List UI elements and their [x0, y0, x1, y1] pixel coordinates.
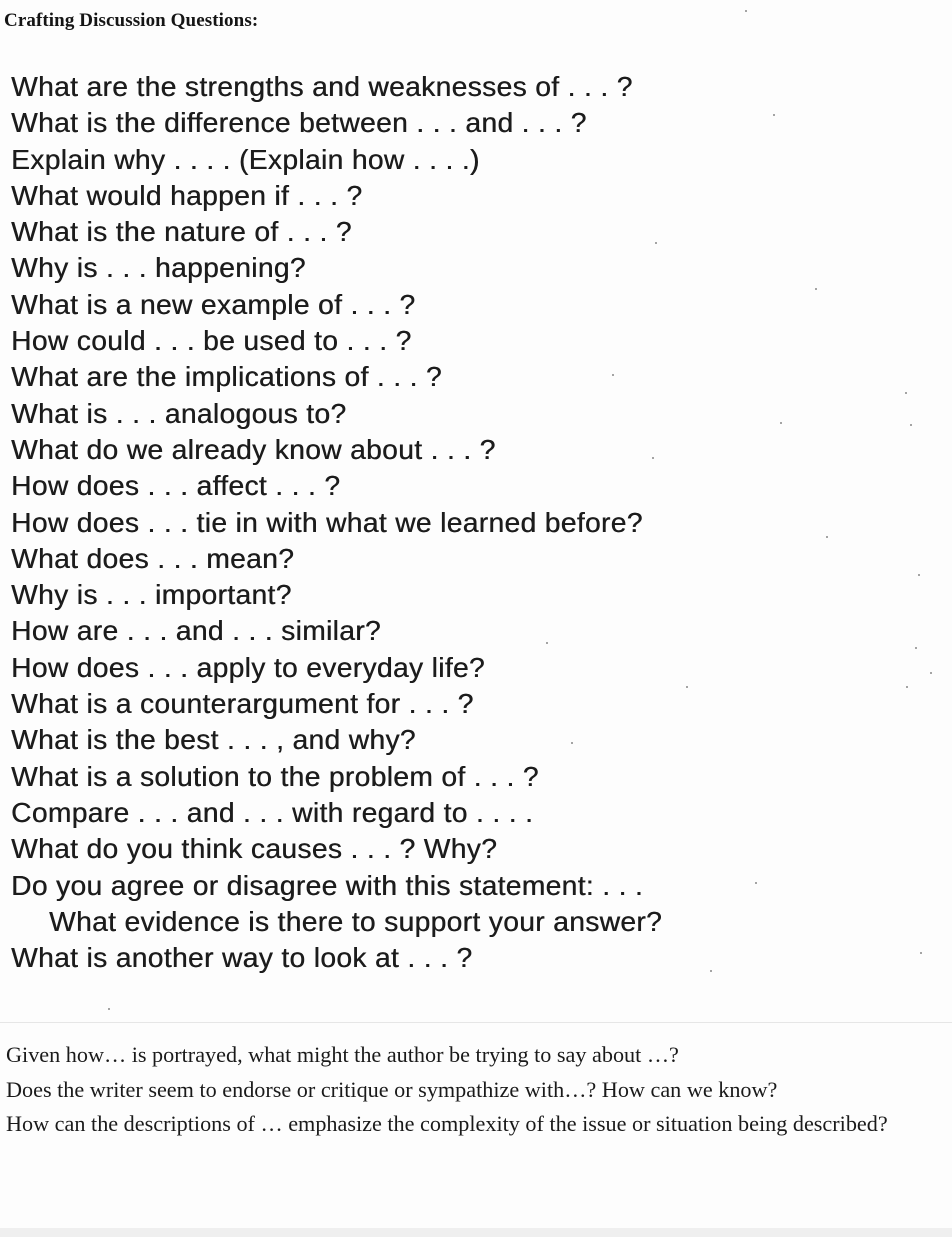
scan-speck — [612, 374, 614, 376]
question-item: What is . . . analogous to? — [11, 396, 347, 429]
question-item: How does . . . apply to everyday life? — [11, 650, 485, 683]
scan-speck — [918, 574, 920, 576]
scan-speck — [710, 970, 712, 972]
question-item-indented: What evidence is there to support your answer? — [49, 904, 663, 937]
question-item: What do you think causes . . . ? Why? — [11, 832, 498, 865]
scan-speck — [655, 242, 657, 244]
scan-speck — [906, 686, 908, 688]
page-bottom-edge — [0, 1228, 952, 1237]
question-list — [11, 68, 662, 975]
question-item: What is a solution to the problem of . . . ? — [11, 759, 539, 792]
question-item: Compare . . . and . . . with regard to . . . . — [11, 795, 534, 828]
scan-speck — [755, 882, 757, 884]
scan-speck — [546, 642, 548, 644]
question-item: What are the implications of . . . ? — [11, 360, 442, 393]
question-item: Do you agree or disagree with this statement: . . . — [11, 868, 644, 901]
question-item: What does . . . mean? — [11, 541, 295, 574]
scan-speck — [773, 114, 775, 116]
scan-speck — [826, 536, 828, 538]
scan-speck — [905, 392, 907, 394]
question-item: What is the best . . . , and why? — [11, 723, 416, 756]
additional-question: Does the writer seem to endorse or critique or sympathize with…? How can we know? — [6, 1076, 778, 1102]
question-item: How could . . . be used to . . . ? — [11, 324, 412, 357]
question-item: Explain why . . . . (Explain how . . . .) — [11, 142, 480, 175]
question-item: Why is . . . happening? — [11, 251, 306, 284]
question-item: How does . . . tie in with what we learned before? — [11, 505, 643, 538]
additional-question: Given how… is portrayed, what might the author be trying to say about …? — [6, 1042, 679, 1067]
question-item: What is a counterargument for . . . ? — [11, 687, 474, 720]
scan-speck — [780, 422, 782, 424]
scan-speck — [686, 686, 688, 688]
scan-speck — [910, 424, 912, 426]
question-item: What do we already know about . . . ? — [11, 432, 496, 465]
additional-question: How can the descriptions of … emphasize the complexity of the issue or situation being described? — [6, 1111, 888, 1136]
scan-speck — [108, 1008, 110, 1010]
scanned-question-list — [0, 62, 952, 1022]
question-item: What is a new example of . . . ? — [11, 287, 416, 320]
scan-speck — [815, 288, 817, 290]
question-item: What is the nature of . . . ? — [11, 215, 352, 248]
question-item: Why is . . . important? — [11, 578, 292, 611]
question-item: How does . . . affect . . . ? — [11, 469, 341, 502]
section-divider — [0, 1022, 952, 1023]
scan-speck — [920, 952, 922, 954]
question-item: What are the strengths and weaknesses of . . . ? — [11, 70, 633, 102]
scan-speck — [652, 457, 654, 459]
question-item: What would happen if . . . ? — [11, 178, 363, 211]
scan-speck — [930, 672, 932, 674]
question-item: What is the difference between . . . and . . . ? — [11, 106, 587, 139]
scan-speck — [915, 647, 917, 649]
additional-questions — [6, 1038, 946, 1142]
question-item: What is another way to look at . . . ? — [11, 941, 473, 974]
scan-speck — [571, 742, 573, 744]
page-title: Crafting Discussion Questions: — [4, 10, 259, 31]
question-item: How are . . . and . . . similar? — [11, 614, 381, 647]
scan-speck — [745, 10, 747, 12]
